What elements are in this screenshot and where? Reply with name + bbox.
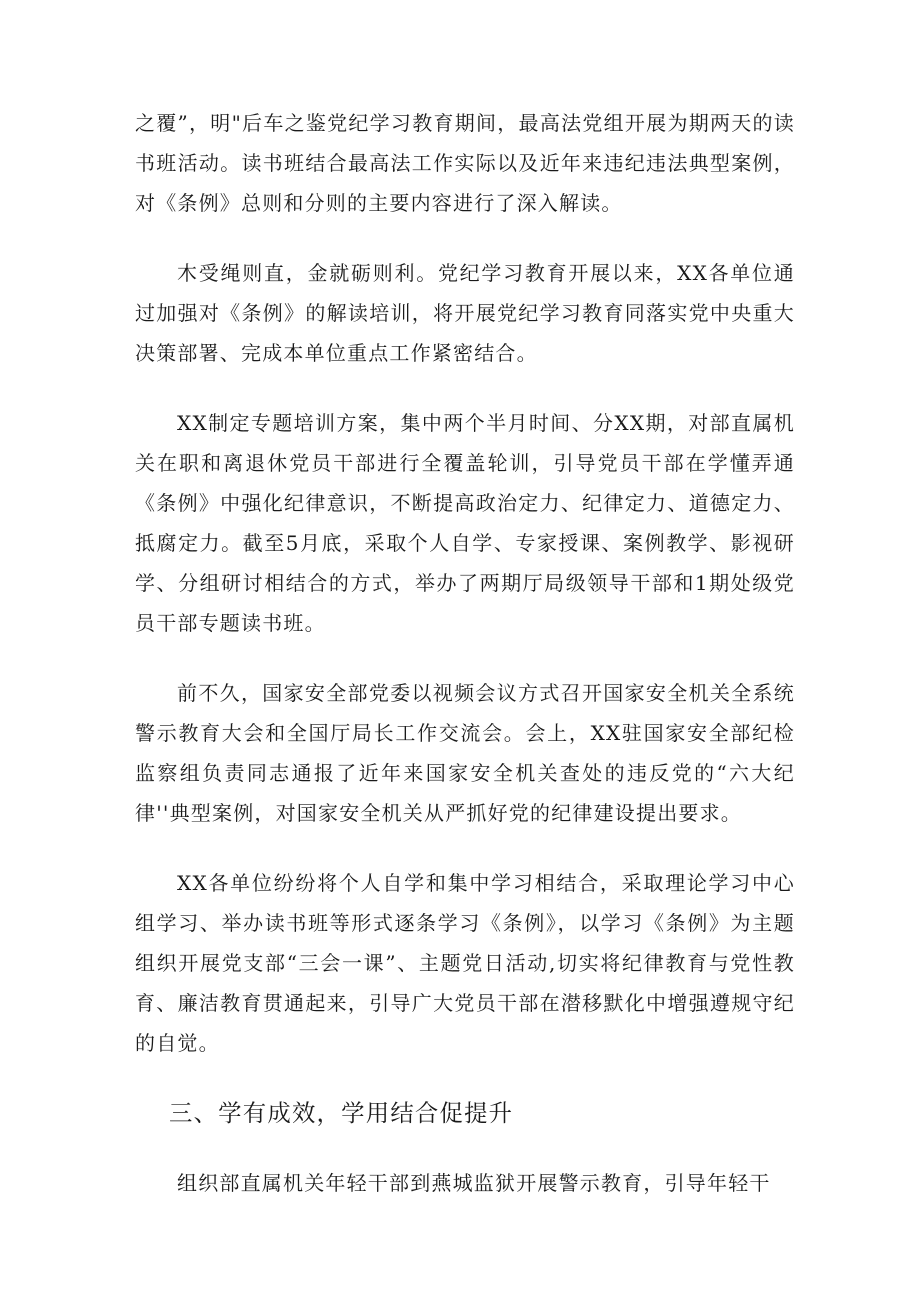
paragraph-2: 木受绳则直，金就砺则利。党纪学习教育开展以来，XX各单位通过加强对《条例》的解读培训，将开展党纪学习教育同落实党中央重大决策部署、完成本单位重点工作紧密结合。: [135, 261, 795, 365]
paragraph-1: 之覆”，明"后车之鉴党纪学习教育期间，最高法党组开展为期两天的读书班活动。读书班结合最高法工作实际以及近年来违纪违法典型案例，对《条例》总则和分则的主要内容进行了深入解读。: [135, 111, 795, 215]
paragraph-6: 组织部直属机关年轻干部到燕城监狱开展警示教育，引导年轻干: [177, 1171, 771, 1195]
section-heading: 三、学有成效，学用结合促提升: [169, 1099, 514, 1127]
paragraph-4: 前不久，国家安全部党委以视频会议方式召开国家安全机关全系统警示教育大会和全国厅局长工作交流会。会上，XX驻国家安全部纪检监察组负责同志通报了近年来国家安全机关查处的违反党的“六大纪律''典型案例，对国家安全机关从严抓好党的纪律建设提出要求。: [135, 681, 795, 825]
document-body: [135, 103, 795, 1233]
paragraph-5: XX各单位纷纷将个人自学和集中学习相结合，采取理论学习中心组学习、举办读书班等形式逐条学习《条例》，以学习《条例》为主题组织开展党支部“三会一课”、主题党日活动,切实将纪律教育与党性教育、廉洁教育贯通起来，引导广大党员干部在潜移默化中增强遵规守纪的自觉。: [135, 871, 795, 1055]
paragraph-3: XX制定专题培训方案，集中两个半月时间、分XX期，对部直属机关在职和离退休党员干部进行全覆盖轮训，引导党员干部在学懂弄通《条例》中强化纪律意识，不断提高政治定力、纪律定力、道德定力、抵腐定力。截至5月底，采取个人自学、专家授课、案例教学、影视研学、分组研讨相结合的方式，举办了两期厅局级领导干部和1期处级党员干部专题读书班。: [135, 411, 795, 635]
